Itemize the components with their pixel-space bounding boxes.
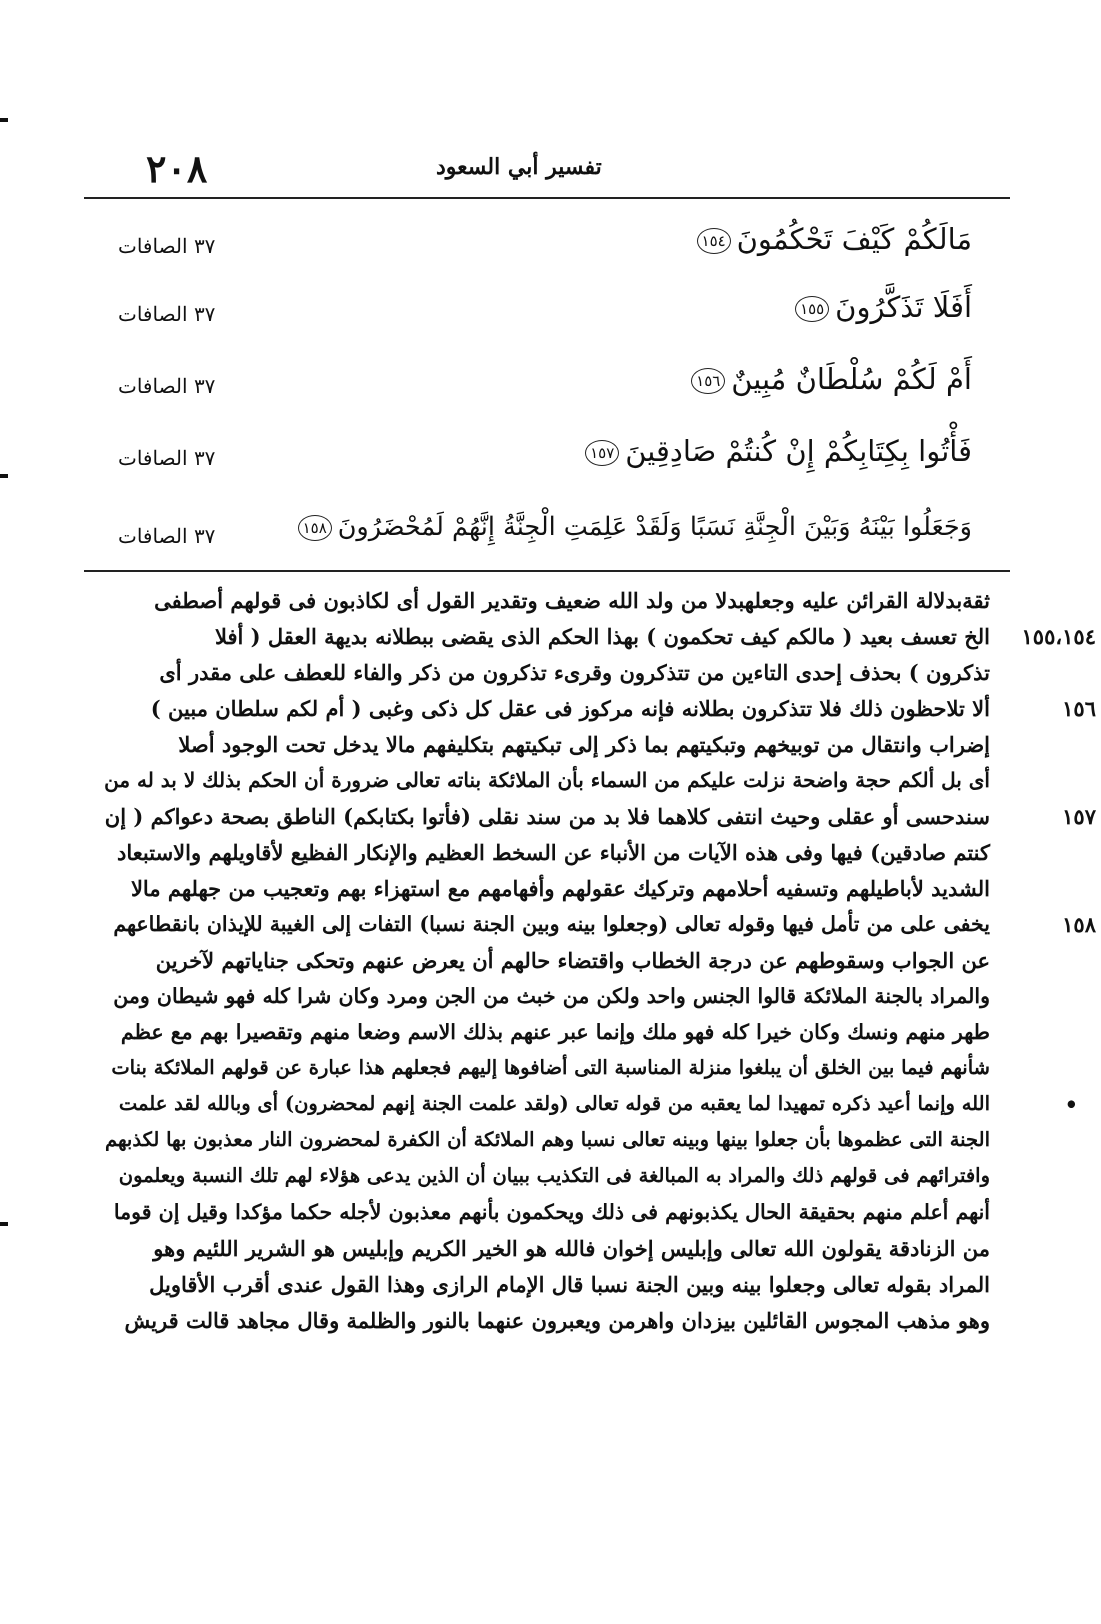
commentary-text: الشديد لأباطيلهم وتسفيه أحلامهم وتركيك عقولهم وأفهامهم مع استهزاء بهم وتعجيب من جهلهم مالا bbox=[130, 876, 990, 901]
commentary-text: عن الجواب وسقوطهم عن درجة الخطاب واقتضاء حالهم أن يعرض عنهم وتحكى جناياتهم لآخرين bbox=[155, 948, 990, 973]
page-number: ٢٠٨ bbox=[146, 146, 208, 191]
commentary-text: المراد بقوله تعالى وجعلوا بينه وبين الجنة نسبا قال الإمام الرازى وهذا القول عندى أقرب الأقاويل bbox=[149, 1272, 990, 1297]
commentary-line bbox=[100, 1056, 1000, 1092]
verse-text: مَالَكُمْ كَيْفَ تَحْكُمُونَ١٥٤ bbox=[691, 222, 972, 256]
commentary-line bbox=[100, 1308, 1000, 1344]
commentary-text: يخفى على من تأمل فيها وقوله تعالى (وجعلوا بينه وبين الجنة نسبا) التفات إلى الغيبة للإيذان بانقطاعهم bbox=[113, 912, 990, 936]
verse-number-marker: ١٥٥ bbox=[795, 296, 829, 322]
commentary-line bbox=[100, 660, 1000, 696]
commentary-line bbox=[100, 1164, 1000, 1200]
verse-number-marker: ١٥٤ bbox=[697, 228, 731, 254]
commentary-text: أنهم أعلم منهم بحقيقة الحال يكذبونهم فى ذلك ويحكمون بأنهم معذبون لأجله حكما مؤكدا وقيل إن قوما bbox=[113, 1200, 990, 1224]
commentary-verse-number: ١٥٥،١٥٤ bbox=[1021, 624, 1096, 649]
commentary-text: شأنهم فيما بين الخلق أن يبلغوا منزلة المناسبة التى أضافوها إليهم فجعلهم هذا عبارة عن قولهم الملائكة بنات bbox=[111, 1056, 990, 1079]
commentary-text: الخ تعسف بعيد ( مالكم كيف تحكمون ) بهذا الحكم الذى يقضى ببطلانه بديهة العقل ( أفلا bbox=[214, 624, 990, 649]
commentary-line bbox=[100, 1128, 1000, 1164]
commentary-text: إضراب وانتقال من توبيخهم وتبكيتهم بما ذكر إلى تبكيتهم بتكليفهم مالا يدخل تحت الوجود أصلا bbox=[178, 732, 990, 757]
verse-text: أَفَلَا تَذَكَّرُونَ١٥٥ bbox=[789, 290, 972, 324]
commentary-line bbox=[100, 1236, 1000, 1272]
verse-number-marker: ١٥٦ bbox=[691, 368, 725, 394]
commentary-text: من الزنادقة يقولون الله تعالى وإبليس إخوان فالله هو الخير الكريم وإبليس هو الشرير اللئيم وهو bbox=[153, 1236, 990, 1261]
bullet-marker: • bbox=[1064, 1092, 1078, 1117]
commentary-text: سندحسى أو عقلى وحيث انتفى كلاهما فلا بد من سند نقلى (فأتوا بكتابكم) الناطق بصحة دعواكم ( إن bbox=[104, 804, 990, 829]
commentary-line bbox=[100, 624, 1096, 660]
verse-text: أَمْ لَكُمْ سُلْطَانٌ مُبِينٌ١٥٦ bbox=[685, 362, 972, 396]
commentary-line bbox=[100, 1092, 1078, 1128]
margin-mark bbox=[0, 474, 8, 478]
verse-number-marker: ١٥٨ bbox=[298, 515, 332, 541]
margin-mark bbox=[0, 1222, 8, 1226]
verse-row bbox=[84, 290, 1010, 338]
page-header bbox=[84, 148, 1010, 192]
commentary-text: وهو مذهب المجوس القائلين بيزدان واهرمن ويعبرون عنهما بالنور والظلمة وقال مجاهد قالت قريش bbox=[124, 1308, 990, 1333]
commentary-text: الله وإنما أعيد ذكره تمهيدا لما يعقبه من قوله تعالى (ولقد علمت الجنة إنهم لمحضرون) أى وبالله لقد علمت bbox=[118, 1092, 990, 1115]
commentary-line bbox=[100, 732, 1000, 768]
commentary-text: الجنة التى عظموها بأن جعلوا بينها وبينه تعالى نسبا وهم الملائكة أن الكفرة لمحضرون النار معذبون بها لكذبهم bbox=[104, 1128, 990, 1151]
commentary-text: طهر منهم ونسك وكان خيرا كله فهو ملك وإنما عبر عنهم بذلك الاسم وضعا منهم وتقصيرا بهم مع عظم bbox=[120, 1020, 990, 1044]
commentary-line bbox=[100, 984, 1000, 1020]
commentary-text: تذكرون ) بحذف إحدى التاءين من تتذكرون وقرىء تذكرون من ذكر والفاء للعطف على مقدر أى bbox=[159, 660, 990, 685]
header-rule bbox=[84, 197, 1010, 199]
commentary-block bbox=[100, 588, 1096, 1344]
sura-reference: ٣٧ الصافات bbox=[118, 446, 216, 470]
commentary-text: كنتم صادقين) فيها وفى هذه الآيات من الأنباء عن السخط العظيم والإنكار الفظيع لأقاويلهم والاستبعاد bbox=[117, 840, 990, 865]
commentary-text: والمراد بالجنة الملائكة قالوا الجنس واحد ولكن من خبث من الجن ومرد وكان شرا كله فهو شيطان ومن bbox=[113, 984, 990, 1008]
running-title: تفسير أبي السعود bbox=[436, 154, 602, 180]
sura-reference: ٣٧ الصافات bbox=[118, 234, 216, 258]
commentary-line bbox=[100, 840, 1000, 876]
commentary-line bbox=[100, 876, 1000, 912]
commentary-line bbox=[100, 948, 1000, 984]
commentary-line bbox=[100, 1200, 1000, 1236]
commentary-line bbox=[100, 1272, 1000, 1308]
commentary-line bbox=[100, 768, 1000, 804]
commentary-text: وافترائهم فى قولهم ذلك والمراد به المبالغة فى التكذيب ببيان أن الذين يدعى هؤلاء لهم تلك النسبة ويعلمون bbox=[118, 1164, 990, 1187]
sura-reference: ٣٧ الصافات bbox=[118, 302, 216, 326]
verse-row bbox=[84, 434, 1010, 482]
commentary-line bbox=[100, 588, 1000, 624]
commentary-verse-number: ١٥٨ bbox=[1062, 912, 1096, 937]
commentary-line bbox=[100, 912, 1096, 948]
sura-reference: ٣٧ الصافات bbox=[118, 374, 216, 398]
sura-reference: ٣٧ الصافات bbox=[118, 524, 216, 548]
verse-commentary-rule bbox=[84, 570, 1010, 572]
commentary-verse-number: ١٥٦ bbox=[1062, 696, 1096, 721]
margin-mark bbox=[0, 118, 8, 122]
verse-row bbox=[84, 362, 1010, 410]
commentary-line bbox=[100, 804, 1096, 840]
commentary-text: أى بل ألكم حجة واضحة نزلت عليكم من السماء بأن الملائكة بناته تعالى ضرورة أن الحكم بذلك لا بد له من bbox=[104, 768, 990, 792]
verse-text: وَجَعَلُوا بَيْنَهُ وَبَيْنَ الْجِنَّةِ نَسَبًا وَلَقَدْ عَلِمَتِ الْجِنَّةُ إِنَّهُمْ لَمُحْضَرُونَ١٥٨ bbox=[292, 512, 972, 542]
commentary-line bbox=[100, 1020, 1000, 1056]
commentary-text: ألا تلاحظون ذلك فلا تتذكرون بطلانه فإنه مركوز فى عقل كل ذكى وغبى ( أم لكم سلطان مبين ) bbox=[150, 696, 990, 721]
commentary-line bbox=[100, 696, 1096, 732]
verse-row bbox=[84, 222, 1010, 270]
verse-number-marker: ١٥٧ bbox=[585, 440, 619, 466]
commentary-text: ثقةبدلالة القرائن عليه وجعلهبدلا من ولد الله ضعيف وتقدير القول أى لكاذبون فى قولهم أصطفى bbox=[154, 588, 990, 613]
verse-row bbox=[84, 512, 1010, 560]
commentary-verse-number: ١٥٧ bbox=[1062, 804, 1096, 829]
verse-text: فَأْتُوا بِكِتَابِكُمْ إِنْ كُنتُمْ صَادِقِينَ١٥٧ bbox=[579, 434, 972, 468]
